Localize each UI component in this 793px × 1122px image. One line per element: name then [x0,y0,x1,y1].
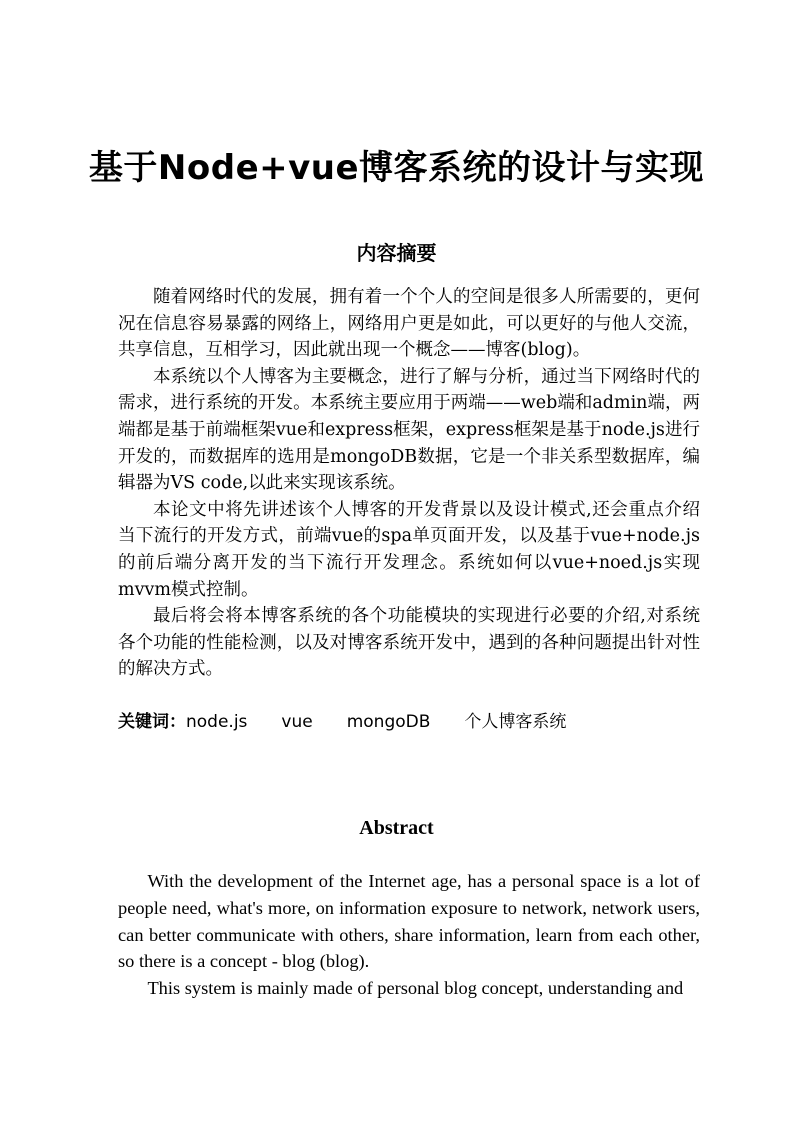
en-abstract-paragraph: With the development of the Internet age, has a personal space is a lot of people need, what's more, on information exposure to network, network users, can better communicate with others, share information, learn from each other, so there is a concept - blog (blog). [118,871,700,972]
en-abstract-paragraph: This system is mainly made of personal blog concept, understanding and [147,978,684,999]
keyword-item: vue [281,712,313,732]
keyword-item: mongoDB [346,712,431,732]
keywords-line [118,708,718,736]
en-abstract-heading: Abstract [359,817,434,839]
cn-abstract-paragraph: 本系统以个人博客为主要概念，进行了解与分析，通过当下网络时代的需求，进行系统的开发。本系统主要应用于两端——web端和admin端，两端都是基于前端框架vue和express框架，express框架是基于node.js进行开发的，而数据库的选用是mongoDB数据，它是一个非关系型数据库，编辑器为VS code,以此来实现该系统。 [118,366,700,494]
cn-abstract-body [118,284,700,683]
cn-abstract-paragraph: 随着网络时代的发展，拥有着一个个人的空间是很多人所需要的，更何况在信息容易暴露的网络上，网络用户更是如此，可以更好的与他人交流，共享信息，互相学习，因此就出现一个概念——博客(blog)。 [118,287,700,361]
keyword-item: node.js [186,712,248,732]
paper-title: 基于Node+vue博客系统的设计与实现 [88,148,705,188]
cn-abstract-paragraph: 最后将会将本博客系统的各个功能模块的实现进行必要的介绍,对系统各个功能的性能检测，以及对博客系统开发中，遇到的各种问题提出针对性的解决方式。 [118,606,700,680]
en-abstract-body [118,868,700,1002]
keyword-item: 个人博客系统 [464,712,567,732]
cn-abstract-paragraph: 本论文中将先讲述该个人博客的开发背景以及设计模式,还会重点介绍当下流行的开发方式，前端vue的spa单页面开发，以及基于vue+node.js的前后端分离开发的当下流行开发理念。系统如何以vue+noed.js实现mvvm模式控制。 [118,499,700,600]
cn-abstract-heading: 内容摘要 [356,241,437,265]
keywords-label: 关键词： [118,712,186,732]
